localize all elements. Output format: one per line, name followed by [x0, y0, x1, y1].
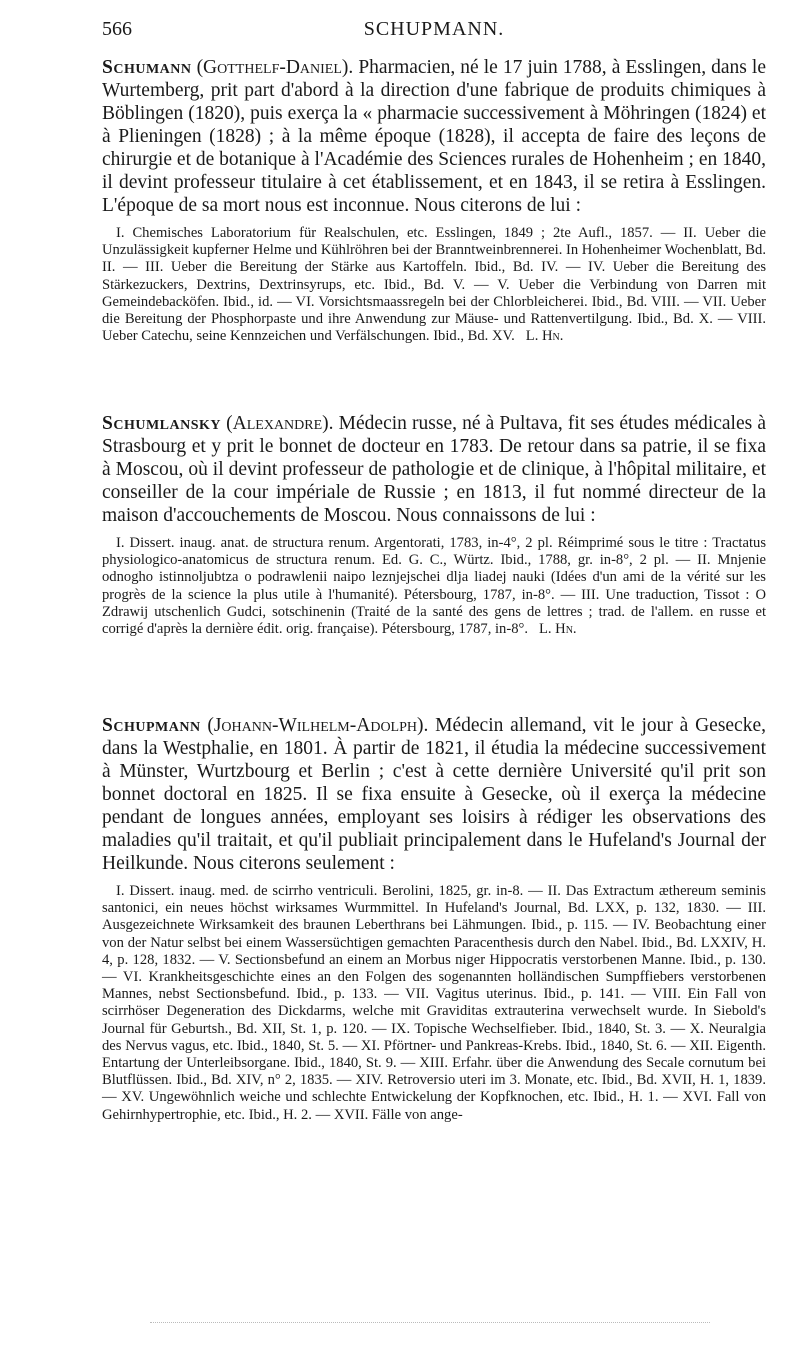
entry-name: Schupmann [102, 715, 201, 736]
entry-text: Pharmacien, né le 17 juin 1788, à Esslingen, dans le Wurtemberg, prit part d'abord à la direction d'une fabrique de produits chimiques à Böblingen (1820), puis exerça la « pharmacie successivement à Möhringen (1824) et à Plieningen (1828) ; à la même époque (1828), il accepta de faire des leçons de chirurgie et de botanique à l'Académie des Sciences rurales de Hohenheim ; en 1840, il devint professeur titulaire à cet établissement, et en 1843, il se retira à Esslingen. L'époque de sa mort nous est inconnue. Nous citerons de lui : [102, 57, 766, 216]
bibliography-text: I. Dissert. inaug. med. de scirrho ventriculi. Berolini, 1825, gr. in-8. — II. Das Extractum æthereum seminis santonici, ein neues höchst wirksames Wurmmittel. In Hufeland's Journal, Bd. LXX, p. 132, 1830. — III. Ausgezeichnete Wirksamkeit des braunen Leberthrans bei Lähmungen. Ibid., p. 115. — IV. Beobachtung einer von der Natur selbst bei einem Wassersüchtigen gemachten Paracenthesis durch den Nabel. Ibid., Bd. LXXIV, H. 4, p. 128, 1832. — V. Sectionsbefund an einem an Morbus niger Hippocratis verstorbenen Manne. Ibid., p. 130. — VI. Krankheitsgeschichte eines an den Folgen des sogenannten holländischen Sumpffiebers verstorbenen Mannes, nebst Sectionsbefund. Ibid., p. 133. — VII. Vagitus uterinus. Ibid., p. 141. — VIII. Ein Fall von scirrhöser Degeneration des Dickdarms, welche mit Graviditas extrauterina verwechselt wurde. In Siebold's Journal für Geburtsh., Bd. XII, St. 1, p. 120. — IX. Topische Wechselfieber. Ibid., 1840, St. 3. — X. Neuralgia des Nervus vagus, etc. Ibid., 1840, St. 5. — XI. Pförtner- und Pankreas-Krebs. Ibid., 1840, St. 6. — XII. Eigenth. Entartung der Unterleibsorgane. Ibid., 1840, St. 9. — XIII. Erfahr. über die Anwendung des Secale cornutum bei Blutflüssen. Ibid., Bd. XIV, n° 2, 1835. — XIV. Retroversio uteri im 3. Monate, etc. Ibid., Bd. XVII, H. 1, 1839. — XV. Ungewöhnlich weiche und schlechte Entwickelung der Kopfknochen, etc. Ibid., H. 1. — XVI. Fall von Gehirnhypertrophie, etc. Ibid., H. 2. — XVII. Fälle von ange- [102, 883, 766, 1123]
entry-body [102, 412, 766, 527]
page-number: 566 [102, 18, 132, 40]
entry-schumann [102, 56, 766, 345]
entry-bibliography [102, 225, 766, 345]
entry-schumlansky [102, 412, 766, 638]
running-head: SCHUPMANN. [363, 18, 505, 40]
author-signature: L. Hn. [538, 621, 577, 638]
bibliography-text: I. Dissert. inaug. anat. de structura renum. Argentorati, 1783, in-4°, 2 pl. Réimprimé sous le titre : Tractatus physiologico-anatomicus de structura renum. Ed. G. C., Würtz. Ibid., 1788, gr. in-8°, 2 pl. — II. Mnjenie odnogho istinnoljubtza o podrawlenii naipo leznjejschei dlja liadej nauki (Idées d'un ami de la vérité sur les progrès de la science la plus utile à l'humanité). Pétersbourg, 1787, in-8°. — III. Une traduction, Tissot : O Zdrawij utschenlich Gudci, sotschinenin (Traité de la santé des gens de lettres ; trad. de l'allem. en russe et corrigé d'après la dernière édit. orig. française). Pétersbourg, 1787, in-8°. [102, 535, 766, 638]
entry-given-names: (Johann-Wilhelm-Adolph). [207, 715, 429, 736]
author-signature: L. Hn. [525, 328, 564, 345]
entry-schupmann [102, 714, 766, 1124]
entry-body [102, 714, 766, 875]
entry-bibliography [102, 883, 766, 1124]
entry-text: Médecin allemand, vit le jour à Gesecke, dans la Westphalie, en 1801. À partir de 1821, il étudia la médecine successivement à Münster, Wurtzbourg et Berlin ; c'est à cette dernière Université qu'il prit son bonnet doctoral en 1825. Il se fixa ensuite à Gesecke, où il exerça la médecine pendant de longues années, employant ses loisirs à rédiger les observations des maladies qu'il traitait, et qu'il publiait principalement dans le Hufeland's Journal der Heilkunde. Nous citerons seulement : [102, 715, 766, 874]
page-header [102, 18, 766, 48]
entry-bibliography [102, 535, 766, 638]
bibliography-text: I. Chemisches Laboratorium für Realschulen, etc. Esslingen, 1849 ; 2te Aufl., 1857. — II. Ueber die Unzulässigkeit kupferner Helme und Kühlröhren bei der Branntweinbrennerei. In Hohenheimer Wochenblatt, Bd. II. — III. Ueber die Bereitung der Stärke aus Kartoffeln. Ibid., Bd. IV. — IV. Ueber die Bereitung des Stärkezuckers, Dextrins, Dextrinsyrups, etc. Ibid., Bd. V. — V. Ueber die Verbindung von Darren mit Gemeindebacköfen. Ibid., id. — VI. Vorsichtsmaassregeln bei der Chlorbleicherei. Ibid., Bd. VIII. — VII. Ueber die Bereitung der Phosphorpaste und ihre Anwendung zur Mäuse- und Rattenvertilgung. Ibid., Bd. X. — VIII. Ueber Catechu, seine Kennzeichen und Verfälschungen. Ibid., Bd. XV. [102, 225, 766, 345]
entry-given-names: (Gotthelf-Daniel). [196, 57, 354, 78]
entry-name: Schumlansky [102, 413, 222, 434]
entry-name: Schumann [102, 57, 192, 78]
entry-body [102, 56, 766, 217]
entry-text: Médecin russe, né à Pultava, fit ses études médicales à Strasbourg et y prit le bonnet de docteur en 1783. De retour dans sa patrie, il se fixa à Moscou, où il devint professeur de pathologie et de clinique, à l'hôpital militaire, et conseiller de la cour impériale de Russie ; en 1813, il fut nommé directeur de la maison d'accouchements de Moscou. Nous connaissons de lui : [102, 413, 767, 526]
bottom-dotted-rule [150, 1322, 710, 1323]
entry-given-names: (Alexandre). [226, 413, 334, 434]
